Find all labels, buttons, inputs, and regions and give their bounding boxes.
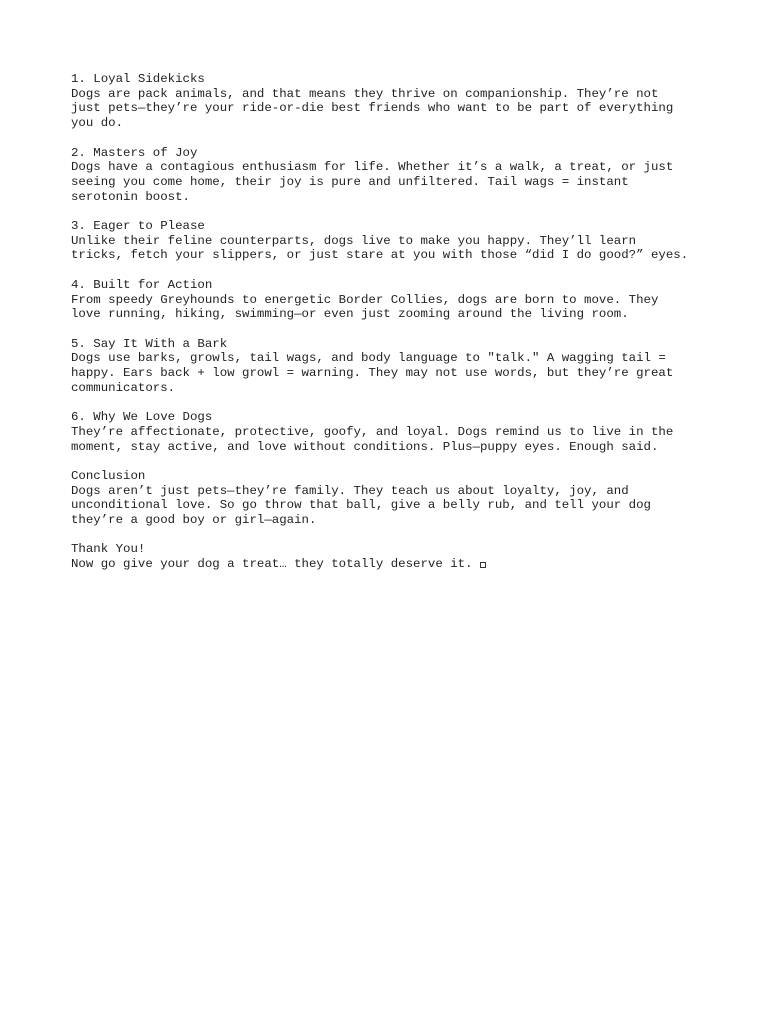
section-built-for-action — [71, 278, 731, 322]
section-heading: Thank You! — [71, 542, 146, 557]
section-heading: 1. Loyal Sidekicks — [71, 72, 205, 86]
section-text-line: communicators. — [71, 380, 176, 395]
section-text-line: Dogs use barks, growls, tail wags, and body language to "talk." A wagging tail = — [71, 351, 666, 366]
section-say-it-with-a-bark — [71, 337, 731, 396]
section-text-line: you do. — [71, 116, 124, 131]
section-text-line: They’re affectionate, protective, goofy, and loyal. Dogs remind us to live in the — [71, 424, 674, 439]
section-text-line: they’re a good boy or girl—again. — [71, 513, 317, 527]
section-text-line: love running, hiking, swimming—or even just zooming around the living room. — [71, 307, 629, 322]
section-text-line: From speedy Greyhounds to energetic Border Collies, dogs are born to move. They — [71, 292, 659, 307]
section-conclusion — [71, 469, 731, 528]
section-text-line: Dogs aren’t just pets—they’re family. They teach us about loyalty, joy, and — [71, 483, 629, 498]
section-text-line: tricks, fetch your slippers, or just stare at you with those “did I do good?” eyes. — [71, 248, 689, 263]
section-text-line: just pets—they’re your ride-or-die best friends who want to be part of everything — [71, 101, 674, 116]
section-heading: Conclusion — [71, 468, 146, 483]
section-masters-of-joy — [71, 146, 731, 205]
section-heading: 6. Why We Love Dogs — [71, 410, 213, 425]
section-why-we-love-dogs — [71, 410, 731, 454]
section-text-line: Dogs have a contagious enthusiasm for life. Whether it’s a walk, a treat, or just — [71, 160, 674, 175]
closing-line — [71, 557, 731, 572]
section-heading: 3. Eager to Please — [71, 219, 205, 233]
section-text-line: Unlike their feline counterparts, dogs live to make you happy. They’ll learn — [71, 233, 637, 248]
section-heading: 2. Masters of Joy — [71, 145, 198, 160]
section-text-line: unconditional love. So go throw that ball, give a belly rub, and tell your dog — [71, 498, 651, 513]
document-body — [71, 72, 731, 586]
section-heading: 4. Built for Action — [71, 277, 213, 292]
closing-text: Now go give your dog a treat… they totally deserve it. — [71, 557, 473, 572]
section-text-line: moment, stay active, and love without conditions. Plus—puppy eyes. Enough said. — [71, 439, 659, 454]
section-text-line: happy. Ears back + low growl = warning. They may not use words, but they’re great — [71, 366, 674, 380]
section-text-line: Dogs are pack animals, and that means they thrive on companionship. They’re not — [71, 86, 659, 101]
missing-glyph-box-icon — [480, 562, 486, 568]
section-text-line: serotonin boost. — [71, 189, 190, 204]
section-eager-to-please — [71, 219, 731, 263]
section-heading: 5. Say It With a Bark — [71, 336, 228, 351]
section-thank-you — [71, 542, 731, 571]
section-loyal-sidekicks — [71, 72, 731, 131]
section-text-line: seeing you come home, their joy is pure and unfiltered. Tail wags = instant — [71, 174, 629, 189]
